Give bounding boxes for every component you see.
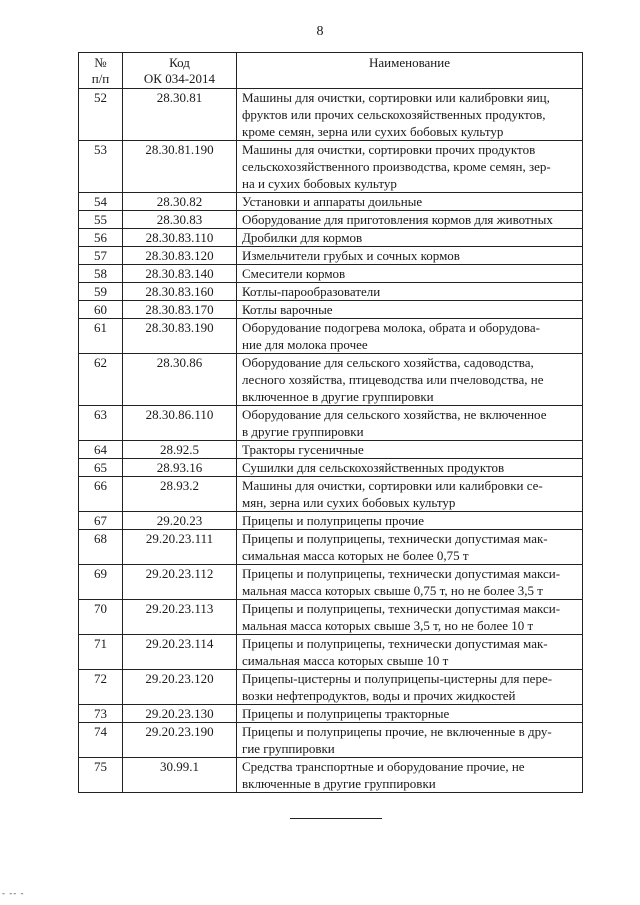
row-name-line: включенное в другие группировки <box>242 389 434 404</box>
row-code: 28.92.5 <box>123 441 237 459</box>
row-name-line: Машины для очистки, сортировки или калибровки се- <box>242 478 543 493</box>
row-number: 68 <box>79 530 123 565</box>
table-row <box>79 530 583 565</box>
row-number: 64 <box>79 441 123 459</box>
row-code: 28.30.86.110 <box>123 406 237 441</box>
row-name <box>237 477 583 512</box>
row-name-line: фруктов или прочих сельскохозяйственных продуктов, <box>242 107 546 122</box>
table-row <box>79 635 583 670</box>
row-code: 29.20.23.111 <box>123 530 237 565</box>
row-name-line: мальная масса которых свыше 3,5 т, но не более 10 т <box>242 618 534 633</box>
row-name-line: Дробилки для кормов <box>242 230 363 245</box>
row-name <box>237 600 583 635</box>
table-row <box>79 441 583 459</box>
row-number: 72 <box>79 670 123 705</box>
row-code: 28.30.83.120 <box>123 247 237 265</box>
row-name-line: Прицепы-цистерны и полуприцепы-цистерны для пере- <box>242 671 553 686</box>
table-row <box>79 247 583 265</box>
row-name <box>237 565 583 600</box>
row-name-line: мальная масса которых свыше 0,75 т, но не более 3,5 т <box>242 583 543 598</box>
table-row <box>79 477 583 512</box>
table-row <box>79 758 583 793</box>
row-name <box>237 211 583 229</box>
table-header <box>79 53 583 89</box>
row-name-line: Прицепы и полуприцепы прочие <box>242 513 424 528</box>
row-name-line: Машины для очистки, сортировки прочих продуктов <box>242 142 536 157</box>
row-code: 29.20.23.120 <box>123 670 237 705</box>
header-name <box>237 53 583 89</box>
page-number: 8 <box>316 24 324 39</box>
row-code: 29.20.23.112 <box>123 565 237 600</box>
row-name <box>237 512 583 530</box>
header-row <box>79 53 583 89</box>
row-code: 28.30.83.140 <box>123 265 237 283</box>
row-name-line: Прицепы и полуприцепы, технически допустимая макси- <box>242 566 561 581</box>
row-name <box>237 193 583 211</box>
table-row <box>79 512 583 530</box>
row-code: 28.30.83.170 <box>123 301 237 319</box>
classifier-table <box>78 52 583 793</box>
row-name <box>237 247 583 265</box>
table-row <box>79 89 583 141</box>
row-name <box>237 758 583 793</box>
table-row <box>79 705 583 723</box>
row-code: 28.93.2 <box>123 477 237 512</box>
row-code: 30.99.1 <box>123 758 237 793</box>
row-name-line: гие группировки <box>242 741 335 756</box>
row-code: 29.20.23.130 <box>123 705 237 723</box>
row-name <box>237 530 583 565</box>
row-name <box>237 459 583 477</box>
row-name <box>237 301 583 319</box>
row-name-line: Оборудование подогрева молока, обрата и оборудова- <box>242 320 540 335</box>
row-number: 55 <box>79 211 123 229</box>
row-name <box>237 265 583 283</box>
row-number: 70 <box>79 600 123 635</box>
row-name <box>237 89 583 141</box>
row-name <box>237 723 583 758</box>
row-code: 28.30.83.110 <box>123 229 237 247</box>
row-number: 52 <box>79 89 123 141</box>
row-number: 62 <box>79 354 123 406</box>
row-code: 28.30.82 <box>123 193 237 211</box>
row-name <box>237 705 583 723</box>
row-name-line: симальная масса которых свыше 10 т <box>242 653 449 668</box>
row-number: 53 <box>79 141 123 193</box>
row-name <box>237 319 583 354</box>
row-code: 29.20.23.114 <box>123 635 237 670</box>
row-name <box>237 441 583 459</box>
row-code: 28.30.81.190 <box>123 141 237 193</box>
header-code-line1: Код <box>169 55 190 70</box>
row-code: 28.30.83.160 <box>123 283 237 301</box>
row-name-line: Прицепы и полуприцепы тракторные <box>242 706 450 721</box>
row-name-line: Оборудование для сельского хозяйства, садоводства, <box>242 355 534 370</box>
table-row <box>79 565 583 600</box>
row-name-line: Тракторы гусеничные <box>242 442 364 457</box>
row-name-line: возки нефтепродуктов, воды и прочих жидкостей <box>242 688 516 703</box>
row-code: 29.20.23.190 <box>123 723 237 758</box>
row-name-line: ние для молока прочее <box>242 337 368 352</box>
row-name-line: сельскохозяйственного производства, кроме семян, зер- <box>242 159 551 174</box>
table-row <box>79 265 583 283</box>
row-name-line: Прицепы и полуприцепы прочие, не включенные в дру- <box>242 724 552 739</box>
table-row <box>79 600 583 635</box>
row-name-line: Средства транспортные и оборудование прочие, не <box>242 759 525 774</box>
table-row <box>79 301 583 319</box>
table-row <box>79 354 583 406</box>
table-row <box>79 283 583 301</box>
row-name <box>237 670 583 705</box>
row-number: 63 <box>79 406 123 441</box>
table-row <box>79 141 583 193</box>
row-number: 54 <box>79 193 123 211</box>
row-number: 58 <box>79 265 123 283</box>
row-code: 29.20.23.113 <box>123 600 237 635</box>
row-number: 73 <box>79 705 123 723</box>
table-row <box>79 459 583 477</box>
row-number: 74 <box>79 723 123 758</box>
row-name <box>237 229 583 247</box>
row-number: 59 <box>79 283 123 301</box>
row-number: 71 <box>79 635 123 670</box>
header-num-line2: п/п <box>91 71 110 86</box>
row-code: 28.30.83 <box>123 211 237 229</box>
row-name-line: Сушилки для сельскохозяйственных продуктов <box>242 460 505 475</box>
table-row <box>79 193 583 211</box>
table-row <box>79 670 583 705</box>
row-number: 60 <box>79 301 123 319</box>
row-name <box>237 635 583 670</box>
row-name-line: включенные в другие группировки <box>242 776 436 791</box>
row-name-line: лесного хозяйства, птицеводства или пчеловодства, не <box>242 372 544 387</box>
row-name-line: Машины для очистки, сортировки или калибровки яиц, <box>242 90 550 105</box>
header-num-line1: № <box>94 55 107 70</box>
row-name-line: на и сухих бобовых культур <box>242 176 397 191</box>
row-number: 69 <box>79 565 123 600</box>
row-name-line: Прицепы и полуприцепы, технически допустимая макси- <box>242 601 561 616</box>
row-name-line: мян, зерна или сухих бобовых культур <box>242 495 456 510</box>
row-number: 61 <box>79 319 123 354</box>
row-number: 56 <box>79 229 123 247</box>
table-body <box>79 89 583 793</box>
table-row <box>79 319 583 354</box>
header-num <box>79 53 123 89</box>
row-name-line: Котлы варочные <box>242 302 333 317</box>
row-number: 66 <box>79 477 123 512</box>
table-row <box>79 211 583 229</box>
row-name <box>237 141 583 193</box>
table-row <box>79 723 583 758</box>
end-rule <box>290 818 382 819</box>
row-number: 65 <box>79 459 123 477</box>
header-code <box>123 53 237 89</box>
row-name-line: Измельчители грубых и сочных кормов <box>242 248 460 263</box>
row-code: 29.20.23 <box>123 512 237 530</box>
row-name-line: кроме семян, зерна или сухих бобовых культур <box>242 124 504 139</box>
row-number: 57 <box>79 247 123 265</box>
row-code: 28.30.83.190 <box>123 319 237 354</box>
row-name-line: Установки и аппараты доильные <box>242 194 423 209</box>
row-name-line: Прицепы и полуприцепы, технически допустимая мак- <box>242 531 548 546</box>
row-code: 28.93.16 <box>123 459 237 477</box>
table-row <box>79 406 583 441</box>
row-name-line: Смесители кормов <box>242 266 346 281</box>
row-name-line: в другие группировки <box>242 424 364 439</box>
row-number: 75 <box>79 758 123 793</box>
row-name-line: симальная масса которых не более 0,75 т <box>242 548 469 563</box>
row-name-line: Котлы-парообразователи <box>242 284 381 299</box>
row-code: 28.30.81 <box>123 89 237 141</box>
table-row <box>79 229 583 247</box>
header-name-label: Наименование <box>369 55 450 70</box>
row-code: 28.30.86 <box>123 354 237 406</box>
row-name-line: Оборудование для сельского хозяйства, не включенное <box>242 407 547 422</box>
row-name-line: Оборудование для приготовления кормов для животных <box>242 212 553 227</box>
row-number: 67 <box>79 512 123 530</box>
row-name <box>237 406 583 441</box>
row-name <box>237 283 583 301</box>
row-name-line: Прицепы и полуприцепы, технически допустимая мак- <box>242 636 548 651</box>
header-code-line2: ОК 034-2014 <box>143 71 216 86</box>
corner-mark: - -- - <box>2 888 25 898</box>
row-name <box>237 354 583 406</box>
